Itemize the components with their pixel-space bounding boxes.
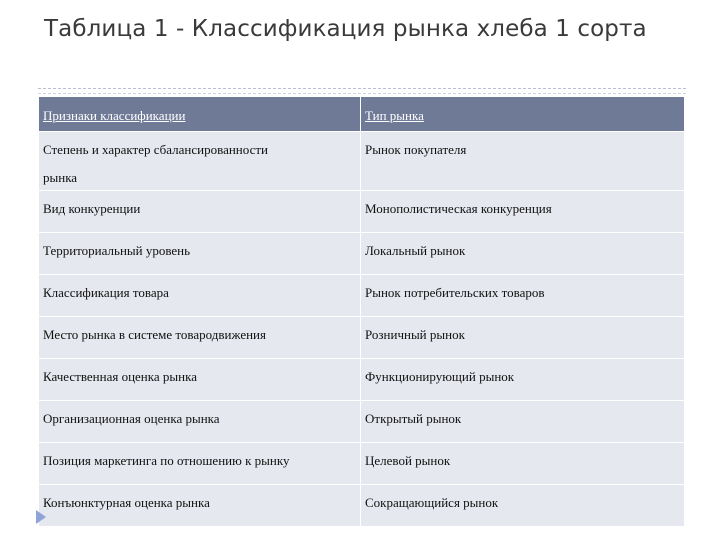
table-row [39,359,685,401]
table-row [39,317,685,359]
market-type-cell: Функционирующий рынок [361,359,685,401]
table-row [39,485,685,527]
market-type-cell: Целевой рынок [361,443,685,485]
market-type-cell: Открытый рынок [361,401,685,443]
market-type-cell: Розничный рынок [361,317,685,359]
market-type-cell: Сокращающийся рынок [361,485,685,527]
header-market-type: Тип рынка [361,97,685,132]
page-title: Таблица 1 - Классификация рынка хлеба 1 сорта [44,16,647,42]
feature-cell: Позиция маркетинга по отношению к рынку [39,443,361,485]
feature-text-line1: Степень и характер сбалансированности [43,142,268,157]
feature-cell: Вид конкуренции [39,191,361,233]
classification-table [38,96,685,527]
feature-cell: Место рынка в системе товародвижения [39,317,361,359]
market-type-cell: Рынок покупателя [361,132,685,191]
feature-cell: Классификация товара [39,275,361,317]
feature-cell [39,132,361,191]
classification-table-container [38,96,684,527]
header-features: Признаки классификации [39,97,361,132]
feature-cell: Территориальный уровень [39,233,361,275]
triangle-arrow-icon [36,510,46,524]
table-row [39,401,685,443]
feature-cell: Организационная оценка рынка [39,401,361,443]
market-type-cell: Локальный рынок [361,233,685,275]
title-divider-secondary [38,93,686,94]
table-header-row [39,97,685,132]
table-row [39,233,685,275]
market-type-cell: Рынок потребительских товаров [361,275,685,317]
title-divider [38,88,686,89]
market-type-cell: Монополистическая конкуренция [361,191,685,233]
feature-cell: Качественная оценка рынка [39,359,361,401]
feature-cell: Конъюнктурная оценка рынка [39,485,361,527]
feature-text-line2: рынка [43,170,78,185]
table-row [39,275,685,317]
table-row [39,132,685,191]
table-row [39,443,685,485]
table-row [39,191,685,233]
